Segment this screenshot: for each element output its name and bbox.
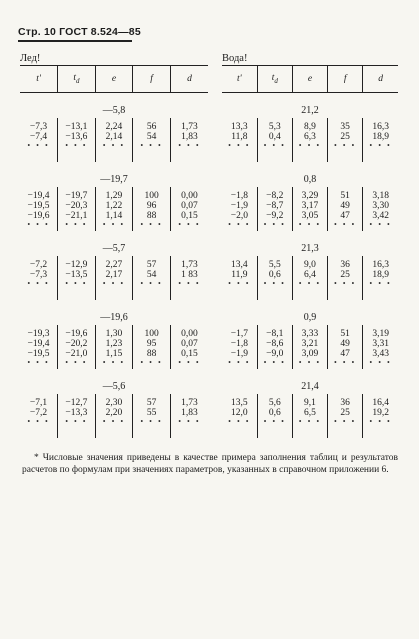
ice-continuation-dots: • • •	[65, 417, 88, 426]
water-cell: 9,1 6,5 • • •	[292, 394, 327, 438]
ice-continuation-dots: • • •	[102, 141, 126, 150]
ice-col-header: d	[170, 66, 208, 93]
ice-continuation-dots: • • •	[140, 358, 163, 367]
water-col-header: $t_d$	[257, 66, 292, 93]
ice-table	[20, 65, 208, 438]
water-block-row	[222, 118, 398, 162]
water-table	[222, 65, 398, 438]
ice-cell: 0,00 0,07 0,15 • • •	[170, 187, 208, 231]
ice-col-header: t'	[20, 66, 58, 93]
water-cell: 5,3 0,4 • • •	[257, 118, 292, 162]
water-cell: 3,19 3,31 3,43 • • •	[363, 325, 398, 369]
ice-continuation-dots: • • •	[178, 279, 201, 288]
water-cell: 3,29 3,17 3,05 • • •	[292, 187, 327, 231]
ice-block-row	[20, 256, 208, 300]
ice-cell: 1,73 1 83 • • •	[170, 256, 208, 300]
ice-cell: 100 96 88 • • •	[133, 187, 171, 231]
water-cell: 16,3 18,9 • • •	[363, 256, 398, 300]
ice-continuation-dots: • • •	[65, 141, 88, 150]
ice-continuation-dots: • • •	[27, 358, 50, 367]
ice-continuation-dots: • • •	[102, 417, 126, 426]
water-block-row	[222, 256, 398, 300]
water-cell: −8,1 −8,6 −9,0 • • •	[257, 325, 292, 369]
ice-continuation-dots: • • •	[65, 358, 88, 367]
water-cell: 51 49 47 • • •	[328, 187, 363, 231]
water-cell: 16,3 18,9 • • •	[363, 118, 398, 162]
ice-cell: 2,27 2,17 • • •	[95, 256, 133, 300]
page-header: Стр. 10 ГОСТ 8.524—85	[18, 26, 141, 38]
ice-continuation-dots: • • •	[140, 220, 163, 229]
ice-cell: 2,30 2,20 • • •	[95, 394, 133, 438]
ice-continuation-dots: • • •	[27, 279, 50, 288]
ice-cell: −19,6 −20,2 −21,0 • • •	[58, 325, 96, 369]
ice-continuation-dots: • • •	[102, 279, 126, 288]
ice-cell: 57 54 • • •	[133, 256, 171, 300]
water-continuation-dots: • • •	[369, 279, 392, 288]
ice-col-header: e	[95, 66, 133, 93]
ice-table-panel	[20, 52, 208, 438]
water-block-heading: 21,3	[301, 243, 319, 254]
ice-cell: 1,29 1,22 1,14 • • •	[95, 187, 133, 231]
water-cell: −8,2 −8,7 −9,2 • • •	[257, 187, 292, 231]
ice-cell: −7,1 −7,2 • • •	[20, 394, 58, 438]
water-col-header: t'	[222, 66, 257, 93]
ice-cell: 1,73 1,83 • • •	[170, 394, 208, 438]
ice-continuation-dots: • • •	[140, 417, 163, 426]
ice-col-header: $t_d$	[58, 66, 96, 93]
water-cell: 36 25 • • •	[328, 256, 363, 300]
water-block-heading: 21,2	[301, 105, 319, 116]
water-cell: 13,5 12,0 • • •	[222, 394, 257, 438]
ice-continuation-dots: • • •	[178, 417, 201, 426]
ice-block-heading: —5,7	[102, 243, 126, 254]
ice-cell: −7,3 −7,4 • • •	[20, 118, 58, 162]
water-cell: 5,6 0,6 • • •	[257, 394, 292, 438]
water-continuation-dots: • • •	[263, 279, 286, 288]
header-rule	[18, 40, 132, 42]
water-cell: −1,8 −1,9 −2,0 • • •	[222, 187, 257, 231]
water-col-header: e	[292, 66, 327, 93]
ice-continuation-dots: • • •	[102, 358, 126, 367]
water-continuation-dots: • • •	[298, 220, 322, 229]
water-cell: 9,0 6,4 • • •	[292, 256, 327, 300]
water-cell: 13,3 11,8 • • •	[222, 118, 257, 162]
water-cell: 51 49 47 • • •	[328, 325, 363, 369]
ice-cell: 56 54 • • •	[133, 118, 171, 162]
ice-continuation-dots: • • •	[178, 220, 201, 229]
ice-cell: 1,73 1,83 • • •	[170, 118, 208, 162]
water-continuation-dots: • • •	[369, 417, 392, 426]
water-continuation-dots: • • •	[298, 358, 322, 367]
water-cell: 16,4 19,2 • • •	[363, 394, 398, 438]
water-continuation-dots: • • •	[369, 220, 392, 229]
water-table-title: Вода!	[222, 53, 248, 64]
ice-block-heading: —19,6	[100, 312, 128, 323]
ice-cell: −12,9 −13,5 • • •	[58, 256, 96, 300]
water-continuation-dots: • • •	[369, 358, 392, 367]
ice-cell: −19,4 −19,5 −19,6 • • •	[20, 187, 58, 231]
ice-block-row	[20, 187, 208, 231]
water-continuation-dots: • • •	[333, 417, 357, 426]
water-continuation-dots: • • •	[228, 417, 251, 426]
water-continuation-dots: • • •	[263, 141, 286, 150]
ice-cell: −19,7 −20,3 −21,1 • • •	[58, 187, 96, 231]
ice-cell: −19,3 −19,4 −19,5 • • •	[20, 325, 58, 369]
water-cell: 36 25 • • •	[328, 394, 363, 438]
water-block-row	[222, 325, 398, 369]
ice-block-row	[20, 325, 208, 369]
water-block-row	[222, 187, 398, 231]
water-block-heading: 0,9	[303, 312, 317, 323]
ice-continuation-dots: • • •	[140, 141, 163, 150]
water-cell: 35 25 • • •	[328, 118, 363, 162]
ice-continuation-dots: • • •	[65, 279, 88, 288]
ice-block-heading: —19,7	[100, 174, 128, 185]
water-continuation-dots: • • •	[263, 358, 286, 367]
ice-cell: −13,1 −13,6 • • •	[58, 118, 96, 162]
water-continuation-dots: • • •	[228, 141, 251, 150]
ice-cell: −12,7 −13,3 • • •	[58, 394, 96, 438]
ice-block-heading: —5,6	[102, 381, 126, 392]
water-continuation-dots: • • •	[298, 279, 322, 288]
ice-continuation-dots: • • •	[102, 220, 126, 229]
water-cell: 3,33 3,21 3,09 • • •	[292, 325, 327, 369]
water-block-heading: 0,8	[303, 174, 317, 185]
water-col-header: d	[363, 66, 398, 93]
ice-cell: −7,2 −7,3 • • •	[20, 256, 58, 300]
water-continuation-dots: • • •	[263, 220, 286, 229]
water-continuation-dots: • • •	[298, 417, 322, 426]
water-continuation-dots: • • •	[333, 141, 357, 150]
water-block-row	[222, 394, 398, 438]
ice-cell: 0,00 0,07 0,15 • • •	[170, 325, 208, 369]
water-col-header: f	[328, 66, 363, 93]
water-continuation-dots: • • •	[333, 358, 357, 367]
ice-continuation-dots: • • •	[27, 141, 50, 150]
ice-continuation-dots: • • •	[65, 220, 88, 229]
water-continuation-dots: • • •	[298, 141, 322, 150]
ice-continuation-dots: • • •	[27, 220, 50, 229]
ice-continuation-dots: • • •	[178, 358, 201, 367]
ice-cell: 100 95 88 • • •	[133, 325, 171, 369]
water-continuation-dots: • • •	[369, 141, 392, 150]
footnote: * Числовые значения приведены в качестве примера заполнения таблиц и результатов расчетов по формулам при значениях параметров, указанных в справочном приложении 6.	[22, 453, 398, 475]
ice-cell: 57 55 • • •	[133, 394, 171, 438]
ice-cell: 2,24 2,14 • • •	[95, 118, 133, 162]
water-continuation-dots: • • •	[333, 279, 357, 288]
water-continuation-dots: • • •	[228, 220, 251, 229]
water-cell: 13,4 11,9 • • •	[222, 256, 257, 300]
ice-block-heading: —5,8	[102, 105, 126, 116]
ice-continuation-dots: • • •	[140, 279, 163, 288]
ice-col-header: f	[133, 66, 171, 93]
water-cell: 8,9 6,3 • • •	[292, 118, 327, 162]
water-continuation-dots: • • •	[228, 279, 251, 288]
ice-cell: 1,30 1,23 1,15 • • •	[95, 325, 133, 369]
water-cell: 5,5 0,6 • • •	[257, 256, 292, 300]
ice-block-row	[20, 394, 208, 438]
ice-continuation-dots: • • •	[27, 417, 50, 426]
water-continuation-dots: • • •	[263, 417, 286, 426]
water-continuation-dots: • • •	[228, 358, 251, 367]
water-table-panel	[222, 52, 398, 438]
water-cell: −1,7 −1,8 −1,9 • • •	[222, 325, 257, 369]
water-continuation-dots: • • •	[333, 220, 357, 229]
ice-table-title: Лед!	[20, 53, 41, 64]
ice-continuation-dots: • • •	[178, 141, 201, 150]
water-block-heading: 21,4	[301, 381, 319, 392]
ice-block-row	[20, 118, 208, 162]
water-cell: 3,18 3,30 3,42 • • •	[363, 187, 398, 231]
